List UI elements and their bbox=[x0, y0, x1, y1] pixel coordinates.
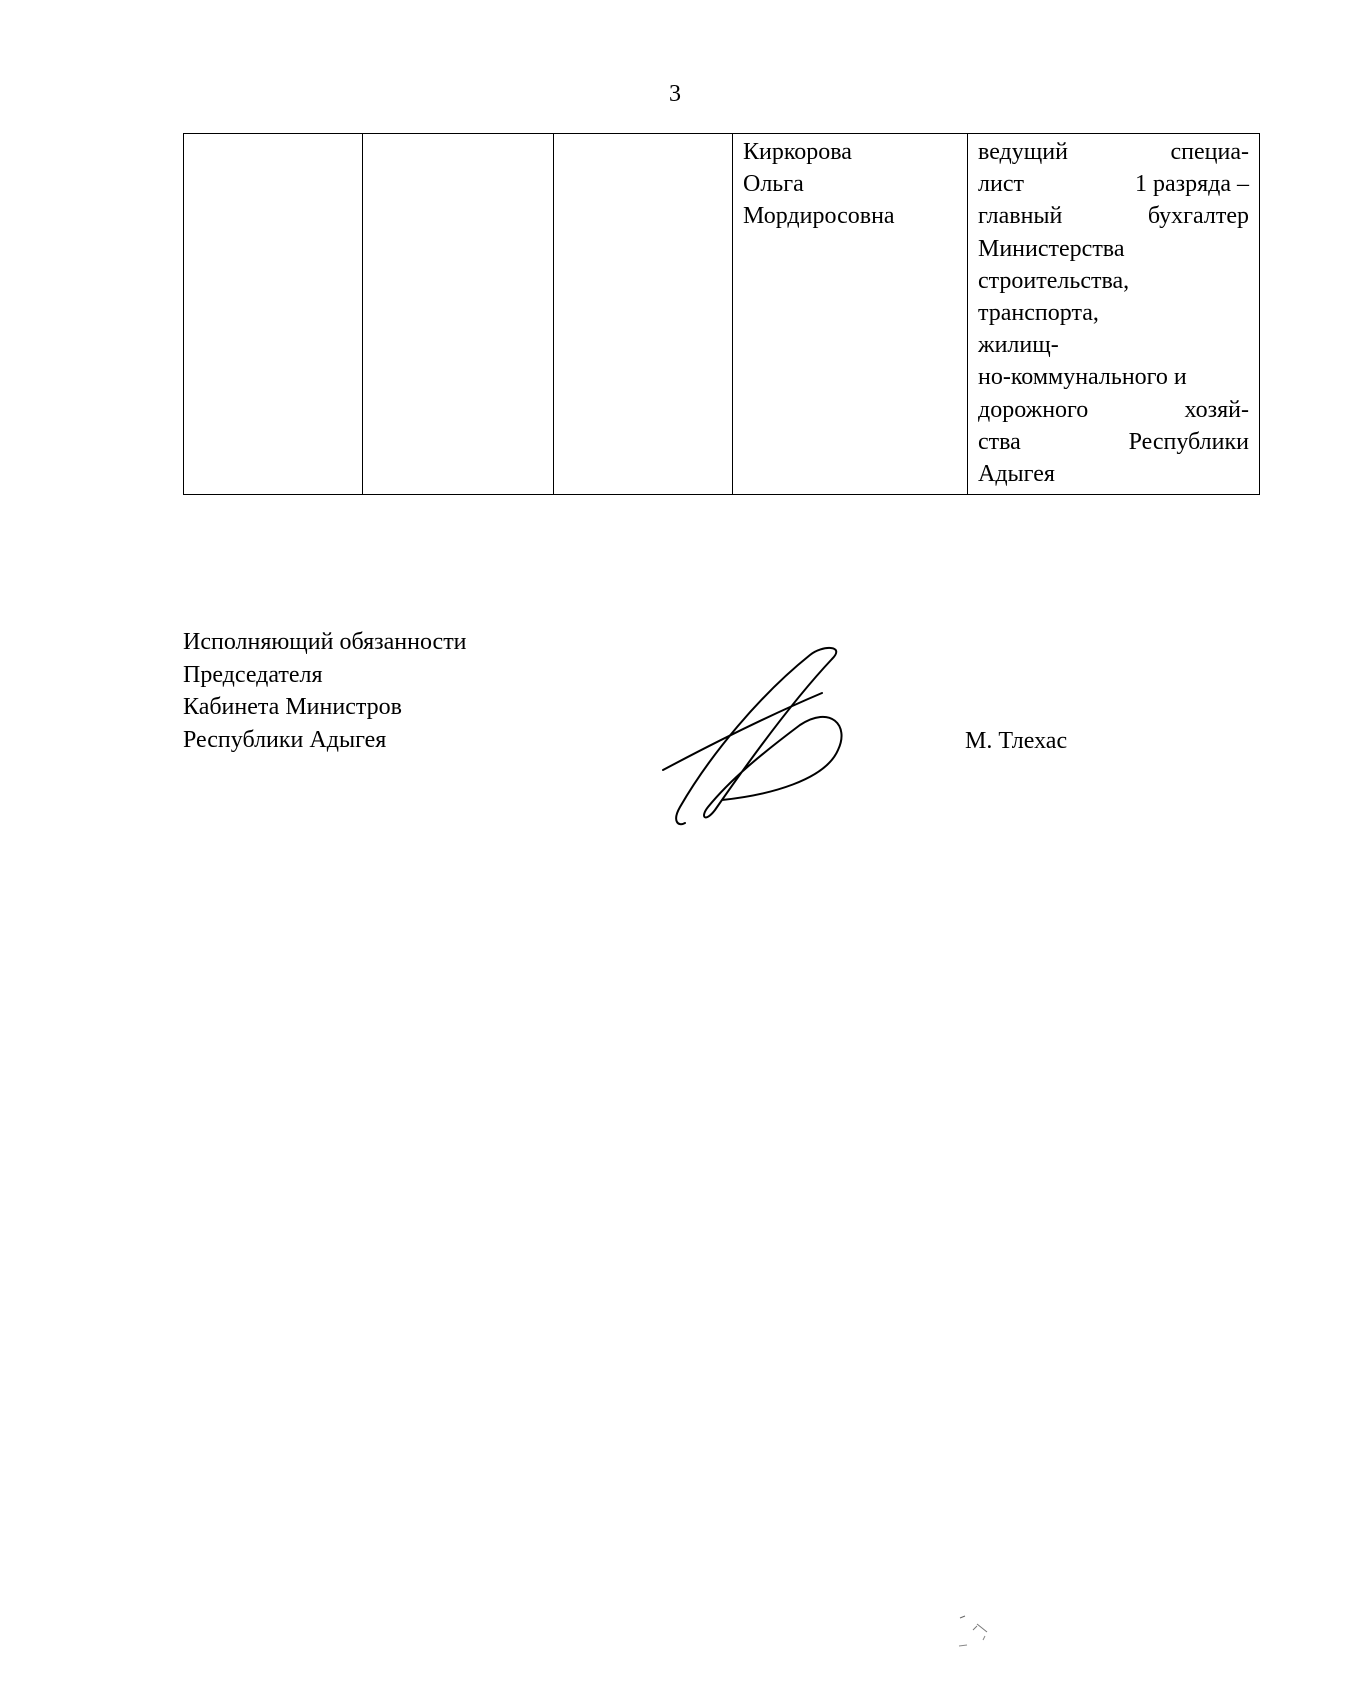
signatory-title-line: Председателя bbox=[183, 661, 323, 688]
position-line: дорожного хозяй- bbox=[978, 396, 1249, 423]
signatory-title-line: Республики Адыгея bbox=[183, 726, 387, 753]
position-line: ведущий специа- bbox=[978, 139, 1249, 165]
surname: Киркорова bbox=[743, 139, 852, 165]
position-line: ства Республики bbox=[978, 428, 1249, 455]
position-line: Адыгея bbox=[978, 461, 1055, 488]
position-line: но-коммунального и bbox=[978, 364, 1187, 391]
patronymic: Мордиросовна bbox=[743, 203, 895, 230]
signatory-title bbox=[183, 626, 467, 756]
signatory-title-line: Кабинета Министров bbox=[183, 694, 402, 720]
first-name: Ольга bbox=[743, 171, 804, 198]
table-cell-empty-3 bbox=[554, 134, 733, 495]
position-line: строительства, bbox=[978, 267, 1130, 294]
signatory-title-line: Исполняющий обязанности bbox=[183, 629, 467, 655]
position-line: главный бухгалтер bbox=[978, 203, 1249, 230]
position-line: транспорта, bbox=[978, 300, 1099, 327]
table-cell-full-name bbox=[733, 134, 968, 495]
appointments-table bbox=[183, 133, 1260, 495]
table-cell-position bbox=[968, 134, 1260, 495]
signer-name: М. Тлехас bbox=[965, 728, 1068, 754]
handwritten-signature bbox=[660, 645, 860, 825]
page-number: 3 bbox=[669, 81, 681, 107]
position-line: жилищ- bbox=[978, 332, 1059, 359]
table-row bbox=[184, 134, 1260, 495]
table-cell-empty-1 bbox=[184, 134, 363, 495]
scan-noise-marks bbox=[955, 1612, 1005, 1652]
position-line: лист 1 разряда – bbox=[978, 171, 1249, 198]
position-line: Министерства bbox=[978, 235, 1125, 262]
table-cell-empty-2 bbox=[363, 134, 554, 495]
